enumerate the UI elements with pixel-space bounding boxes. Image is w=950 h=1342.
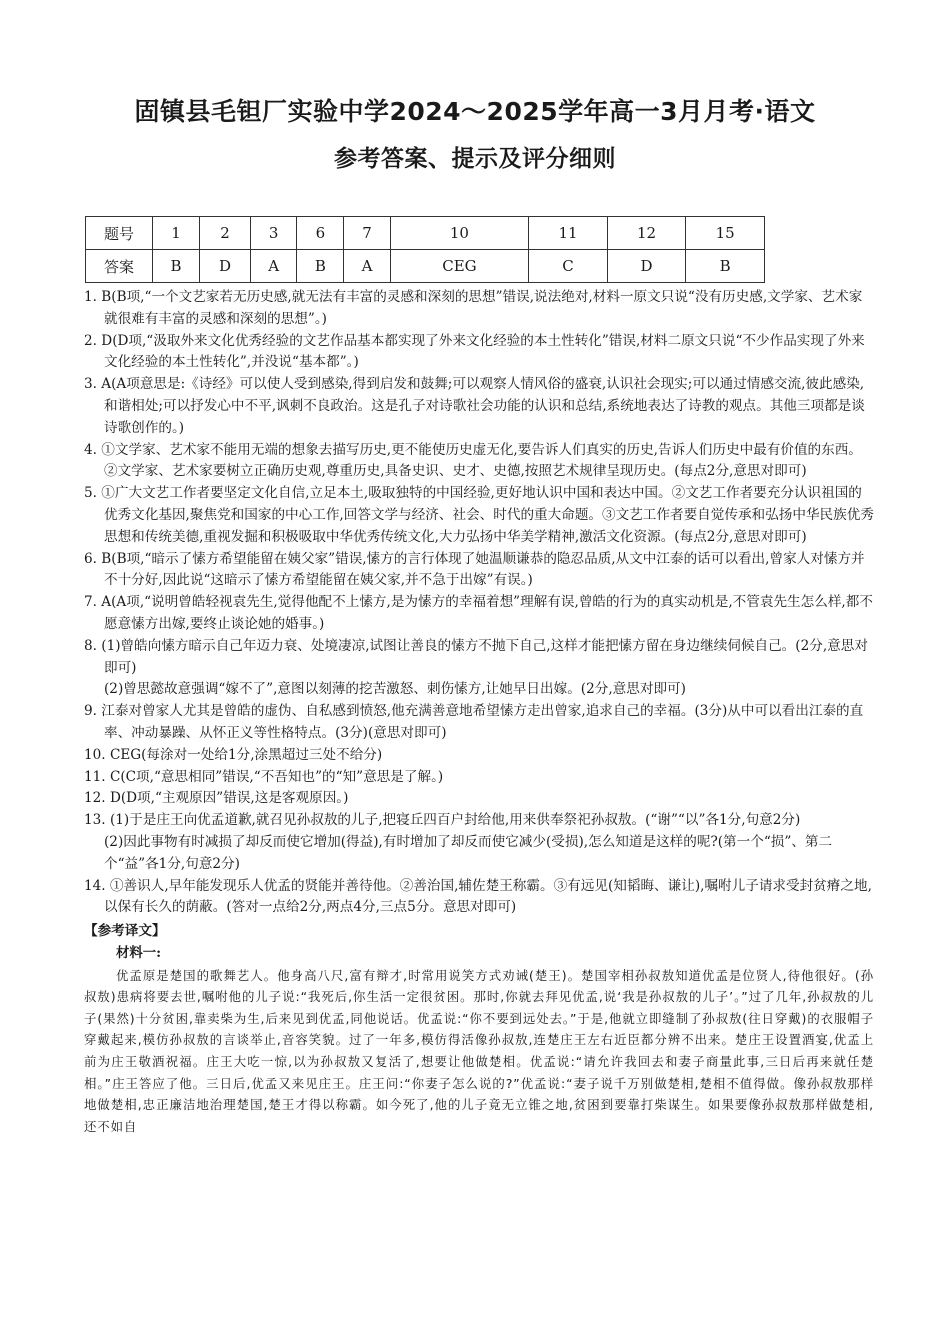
translation-section-title: 【参考译文】 <box>84 923 166 940</box>
page-subtitle: 参考答案、提示及评分细则 <box>334 146 616 172</box>
answer-cell: C <box>529 250 608 283</box>
answer-cell: B <box>153 250 200 283</box>
translation-paragraph: 优孟原是楚国的歌舞艺人。他身高八尺,富有辩才,时常用说笑方式劝诫(楚王)。楚国宰相孙叔敖知道优孟是位贤人,待他很好。(孙叔敖)患病将要去世,嘱咐他的儿子说:“我死后,你生活一定很贫困。那时,你就去拜见优孟,说‘我是孙叔敖的儿子’。”过了几年,孙叔敖的儿子(果然)十分贫困,靠卖柴为生,后来见到优孟,同他说话。优孟说:“你不要到远处去。”于是,他就立即缝制了孙叔敖(往日穿戴)的衣服帽子穿戴起来,模仿孙叔敖的言谈举止,音容笑貌。过了一年多,模仿得活像孙叔敖,连楚庄王左右近臣都分辨不出来。楚庄王设置酒宴,优孟上前为庄王敬酒祝福。庄王大吃一惊,以为孙叔敖又复活了,想要让他做楚相。优孟说:“请允许我回去和妻子商量此事,三日后再来就任楚相。”庄王答应了他。三日后,优孟又来见庄王。庄王问:“你妻子怎么说的?”优孟说:“妻子说千万别做楚相,楚相不值得做。像孙叔敖那样地做楚相,忠正廉洁地治理楚国,楚王才得以称霸。如今死了,他的儿子竟无立锥之地,贫困到要靠打柴谋生。如果要像孙叔敖那样做楚相,还不如自 <box>84 967 874 1134</box>
answer-explanations <box>84 287 874 1137</box>
explanation-item: 7. A(A项,“说明曾皓轻视袁先生,觉得他配不上愫方,是为愫方的幸福着想”理解有误,曾皓的行为的真实动机是,不管袁先生怎么样,都不愿意愫方出嫁,要终止谈论她的婚事。) <box>84 594 873 632</box>
explanation-item: 12. D(D项,“主观原因”错误,这是客观原因。) <box>84 790 349 807</box>
answer-cell: CEG <box>390 250 529 283</box>
question-number: 15 <box>686 217 765 250</box>
page-title: 固镇县毛钽厂实验中学2024～2025学年高一3月月考·语文 <box>134 97 816 126</box>
answer-cell: B <box>686 250 765 283</box>
explanation-item: 11. C(C项,“意思相同”错误,“不吾知也”的“知”意思是了解。) <box>84 768 444 785</box>
explanation-subitem: (2)曾思懿故意强调“嫁不了”,意图以刻薄的挖苦激怒、刺伤愫方,让她早日出嫁。(2分,意思对即可) <box>104 681 686 698</box>
explanation-item: 5. ①广大文艺工作者要坚定文化自信,立足本土,吸取独特的中国经验,更好地认识中国和表达中国。②文艺工作者要充分认识祖国的优秀文化基因,聚焦党和国家的中心工作,回答文学与经济、社会、时代的重大命题。③文艺工作者要自觉传承和弘扬中华民族优秀思想和传统美德,重视发掘和积极吸取中华优秀传统文化,大力弘扬中华美学精神,激活文化资源。(每点2分,意思对即可) <box>84 485 874 545</box>
question-number: 12 <box>607 217 686 250</box>
explanation-item: 3. A(A项意思是:《诗经》可以使人受到感染,得到启发和鼓舞;可以观察人情风俗的盛衰,认识社会现实;可以通过情感交流,彼此感染,和谐相处;可以抒发心中不平,讽刺不良政治。这是孔子对诗歌社会功能的认识和总结,系统地表达了诗教的观点。其他三项都是谈诗歌创作的。) <box>84 376 865 436</box>
explanation-item: 2. D(D项,“汲取外来文化优秀经验的文艺作品基本都实现了外来文化经验的本土性转化”错误,材料二原文只说“不少作品实现了外来文化经验的本土性转化”,并没说“基本都”。) <box>84 332 865 371</box>
row-label: 答案 <box>86 250 153 283</box>
explanation-item: 10. CEG(每涂对一处给1分,涂黑超过三处不给分) <box>84 746 383 763</box>
explanation-item: 1. B(B项,“一个文艺家若无历史感,就无法有丰富的灵感和深刻的思想”错误,说法绝对,材料一原文只说“没有历史感,文学家、艺术家就很难有丰富的灵感和深刻的思想”。) <box>84 289 863 327</box>
question-number: 6 <box>297 217 344 250</box>
question-number: 1 <box>153 217 200 250</box>
explanation-subitem: (2)因此事物有时减损了却反而使它增加(得益),有时增加了却反而使它减少(受损),怎么知道是这样的呢?(第一个“损”、第二个“益”各1分,句意2分) <box>104 833 833 872</box>
explanation-item: 13. (1)于是庄王向优孟道歉,就召见孙叔敖的儿子,把寝丘四百户封给他,用来供奉祭祀孙叔敖。(“谢”“以”各1分,句意2分) <box>84 812 801 829</box>
explanation-list <box>84 287 874 919</box>
answer-cell: B <box>297 250 344 283</box>
question-number: 2 <box>200 217 251 250</box>
material-label: 材料一: <box>116 944 162 961</box>
answer-cell: A <box>251 250 297 283</box>
question-number: 7 <box>344 217 390 250</box>
explanation-item: 4. ①文学家、艺术家不能用无端的想象去描写历史,更不能使历史虚无化,要告诉人们真实的历史,告诉人们历史中最有价值的东西。②文学家、艺术家要树立正确历史观,尊重历史,具备史识、史才、史德,按照艺术规律呈现历史。(每点2分,意思对即可) <box>84 441 862 480</box>
question-number: 11 <box>529 217 608 250</box>
explanation-item: 6. B(B项,“暗示了愫方希望能留在姨父家”错误,愫方的言行体现了她温顺谦恭的隐忍品质,从文中江泰的话可以看出,曾家人对愫方并不十分好,因此说“这暗示了愫方希望能留在姨父家,并不急于出嫁”有误。) <box>84 550 865 589</box>
table-row <box>86 250 765 283</box>
question-number: 10 <box>390 217 529 250</box>
table-row <box>86 217 765 250</box>
answer-table <box>85 216 765 283</box>
answer-cell: D <box>607 250 686 283</box>
row-label: 题号 <box>86 217 153 250</box>
answer-cell: A <box>344 250 390 283</box>
explanation-item: 14. ①善识人,早年能发现乐人优孟的贤能并善待他。②善治国,辅佐楚王称霸。③有远见(知韬晦、谦让),嘱咐儿子请求受封贫瘠之地,以保有长久的荫蔽。(答对一点给2分,两点4分,三点5分。意思对即可) <box>84 877 872 916</box>
answer-cell: D <box>200 250 251 283</box>
question-number: 3 <box>251 217 297 250</box>
explanation-item: 8. (1)曾皓向愫方暗示自己年迈力衰、处境凄凉,试图让善良的愫方不抛下自己,这样才能把愫方留在身边继续伺候自己。(2分,意思对即可) <box>84 637 868 676</box>
explanation-item: 9. 江泰对曾家人尤其是曾皓的虚伪、自私感到愤怒,他充满善意地希望愫方走出曾家,追求自己的幸福。(3分)从中可以看出江泰的直率、冲动暴躁、从怀正义等性格特点。(3分)(意思对即可) <box>84 703 864 741</box>
